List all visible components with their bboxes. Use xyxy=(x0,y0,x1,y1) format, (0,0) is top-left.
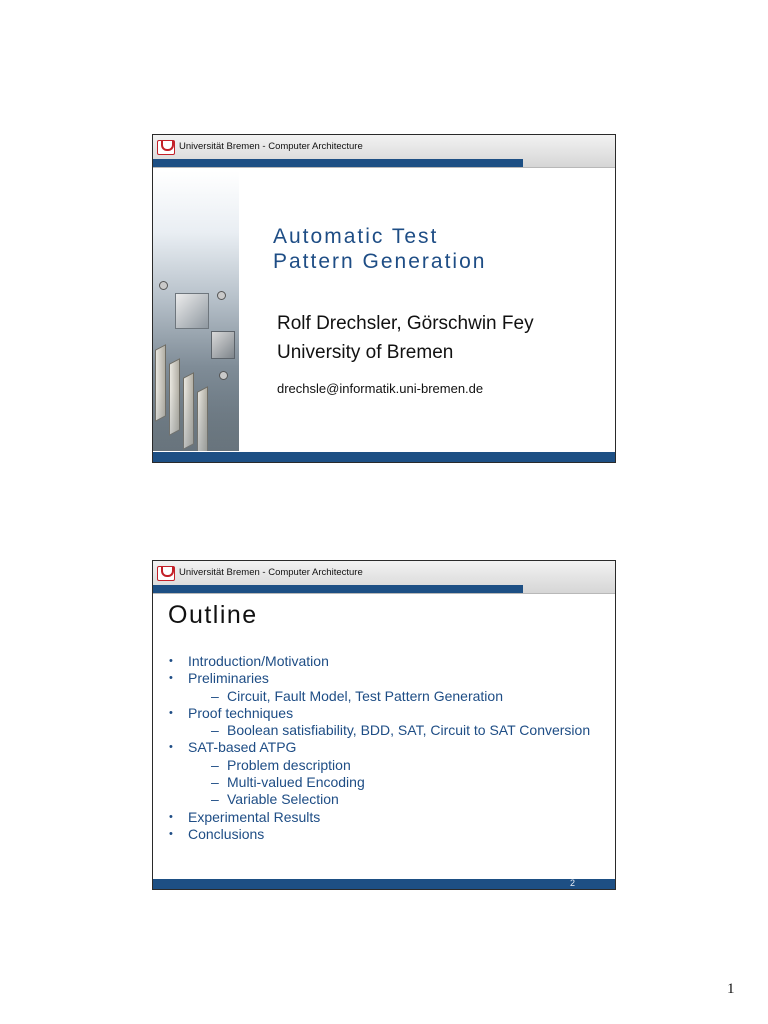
slide-header xyxy=(153,561,615,594)
circuit-board-image xyxy=(153,171,239,451)
outline-subitem xyxy=(169,722,609,739)
outline-item: • Introduction/Motivation xyxy=(169,653,609,670)
outline-subitem-text: Variable Selection xyxy=(227,791,339,808)
image-shade xyxy=(153,391,239,451)
outline-subitem xyxy=(169,774,609,791)
header-title: Universität Bremen - Computer Architecture xyxy=(179,141,363,152)
outline-list xyxy=(169,653,609,843)
dash-marker: – xyxy=(211,774,219,791)
university-logo xyxy=(157,140,175,155)
outline-subitem-text: Problem description xyxy=(227,756,351,773)
authors-block xyxy=(277,309,534,367)
outline-item: • Conclusions xyxy=(169,826,609,843)
slide-header xyxy=(153,135,615,168)
outline-title: Outline xyxy=(168,601,258,629)
outline-subitem-text: Circuit, Fault Model, Test Pattern Generation xyxy=(227,687,503,704)
outline-subitem xyxy=(169,688,609,705)
dash-marker: – xyxy=(211,687,219,704)
outline-item: • Experimental Results xyxy=(169,809,609,826)
email: drechsle@informatik.uni-bremen.de xyxy=(277,381,484,396)
chip-graphic-2 xyxy=(211,331,235,359)
dash-marker: – xyxy=(211,722,219,739)
outline-subitem xyxy=(169,791,609,808)
dash-marker: – xyxy=(211,756,219,773)
capacitor-graphic xyxy=(217,291,226,300)
slide-number: 2 xyxy=(569,878,575,888)
title-slide xyxy=(152,134,616,463)
outline-item: • SAT-based ATPG xyxy=(169,739,609,756)
capacitor-graphic xyxy=(159,281,168,290)
header-title: Universität Bremen - Computer Architecture xyxy=(179,567,363,578)
header-accent-bar xyxy=(153,159,523,167)
chip-graphic xyxy=(175,293,209,329)
title-line-1: Automatic Test xyxy=(273,225,439,248)
header-accent-bar xyxy=(153,585,523,593)
slide-footer xyxy=(153,879,615,889)
dash-marker: – xyxy=(211,791,219,808)
authors: Rolf Drechsler, Görschwin Fey xyxy=(277,313,534,334)
slide-footer xyxy=(153,452,615,462)
affiliation: University of Bremen xyxy=(277,342,454,363)
outline-item: • Preliminaries xyxy=(169,670,609,687)
outline-subitem-text: Boolean satisfiability, BDD, SAT, Circuit to SAT Conversion xyxy=(227,722,591,739)
outline-subitem xyxy=(169,757,609,774)
university-logo xyxy=(157,566,175,581)
title-line-2: Pattern Generation xyxy=(273,250,487,273)
capacitor-graphic xyxy=(219,371,228,380)
outline-subitem-text: Multi-valued Encoding xyxy=(227,774,365,791)
outline-slide xyxy=(152,560,616,890)
page-number: 1 xyxy=(727,981,735,997)
outline-item: • Proof techniques xyxy=(169,705,609,722)
slide-title xyxy=(273,224,486,274)
